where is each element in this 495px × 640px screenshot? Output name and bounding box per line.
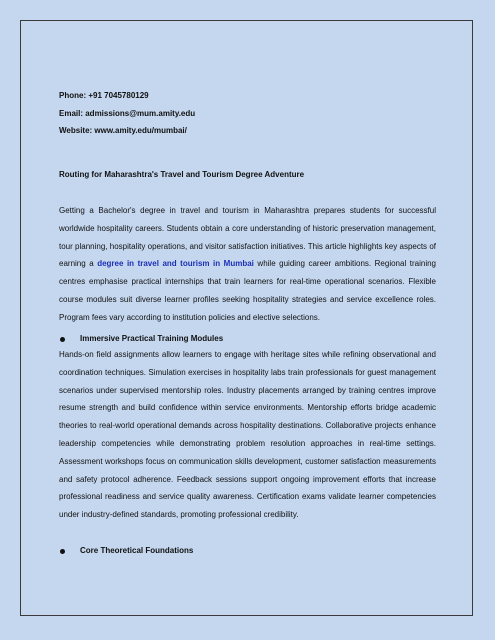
website-line: Website: www.amity.edu/mumbai/ — [59, 126, 187, 135]
article-title: Routing for Maharashtra's Travel and Tourism Degree Adventure — [59, 170, 305, 179]
section-heading-text: Immersive Practical Training Modules — [80, 334, 224, 343]
practical-paragraph: Hands-on field assignments allow learners to engage with heritage sites while refining observational and coordination techniques. Simulation exercises in hospitality labs train professionals for guest management scenarios under supervised mentorship roles. Industry placements arranged by training centres improve resume strength and build confidence within service environments. Mentorship efforts bridge academic theories to real-world operational demands across hospitality destinations. Collaborative projects enhance leadership competencies while demonstrating problem resolution approaches in real-time settings. Assessment workshops focus on communication skills development, customer satisfaction measurements and safety protocol adherence. Feedback sessions support ongoing improvement efforts that increase professional readiness and service quality awareness. Certification exams validate learner competencies under industry-defined standards, promoting professional credibility. — [59, 350, 436, 520]
intro-paragraph — [59, 202, 436, 327]
section-heading-theory — [59, 547, 193, 555]
degree-link[interactable]: degree in travel and tourism in Mumbai — [97, 259, 254, 269]
phone-line: Phone: +91 7045780129 — [59, 91, 149, 100]
section-heading-practical — [59, 335, 223, 343]
section-heading-text: Core Theoretical Foundations — [80, 546, 194, 555]
email-line: Email: admissions@mum.amity.edu — [59, 109, 196, 118]
bullet-icon — [60, 549, 65, 554]
intro-text-start: Getting a Bachelor's degree in travel and tourism in Maharashtra prepares students for successful worldwide hospitality careers. Students obtain a core understanding of historic preservation management, tour planning, hospitality operations, and visitor satisfaction initiatives. This article highlights key aspects of earning a — [59, 206, 436, 269]
intro-text-end: while guiding career ambitions. Regional training centres emphasise practical internships that train learners for real-time operational scenarios. Flexible course modules suit diverse learner profiles seeking hospitality strategies and service excellence roles. Program fees vary according to institution policies and elective selections. — [59, 259, 436, 322]
bullet-icon — [60, 337, 65, 342]
